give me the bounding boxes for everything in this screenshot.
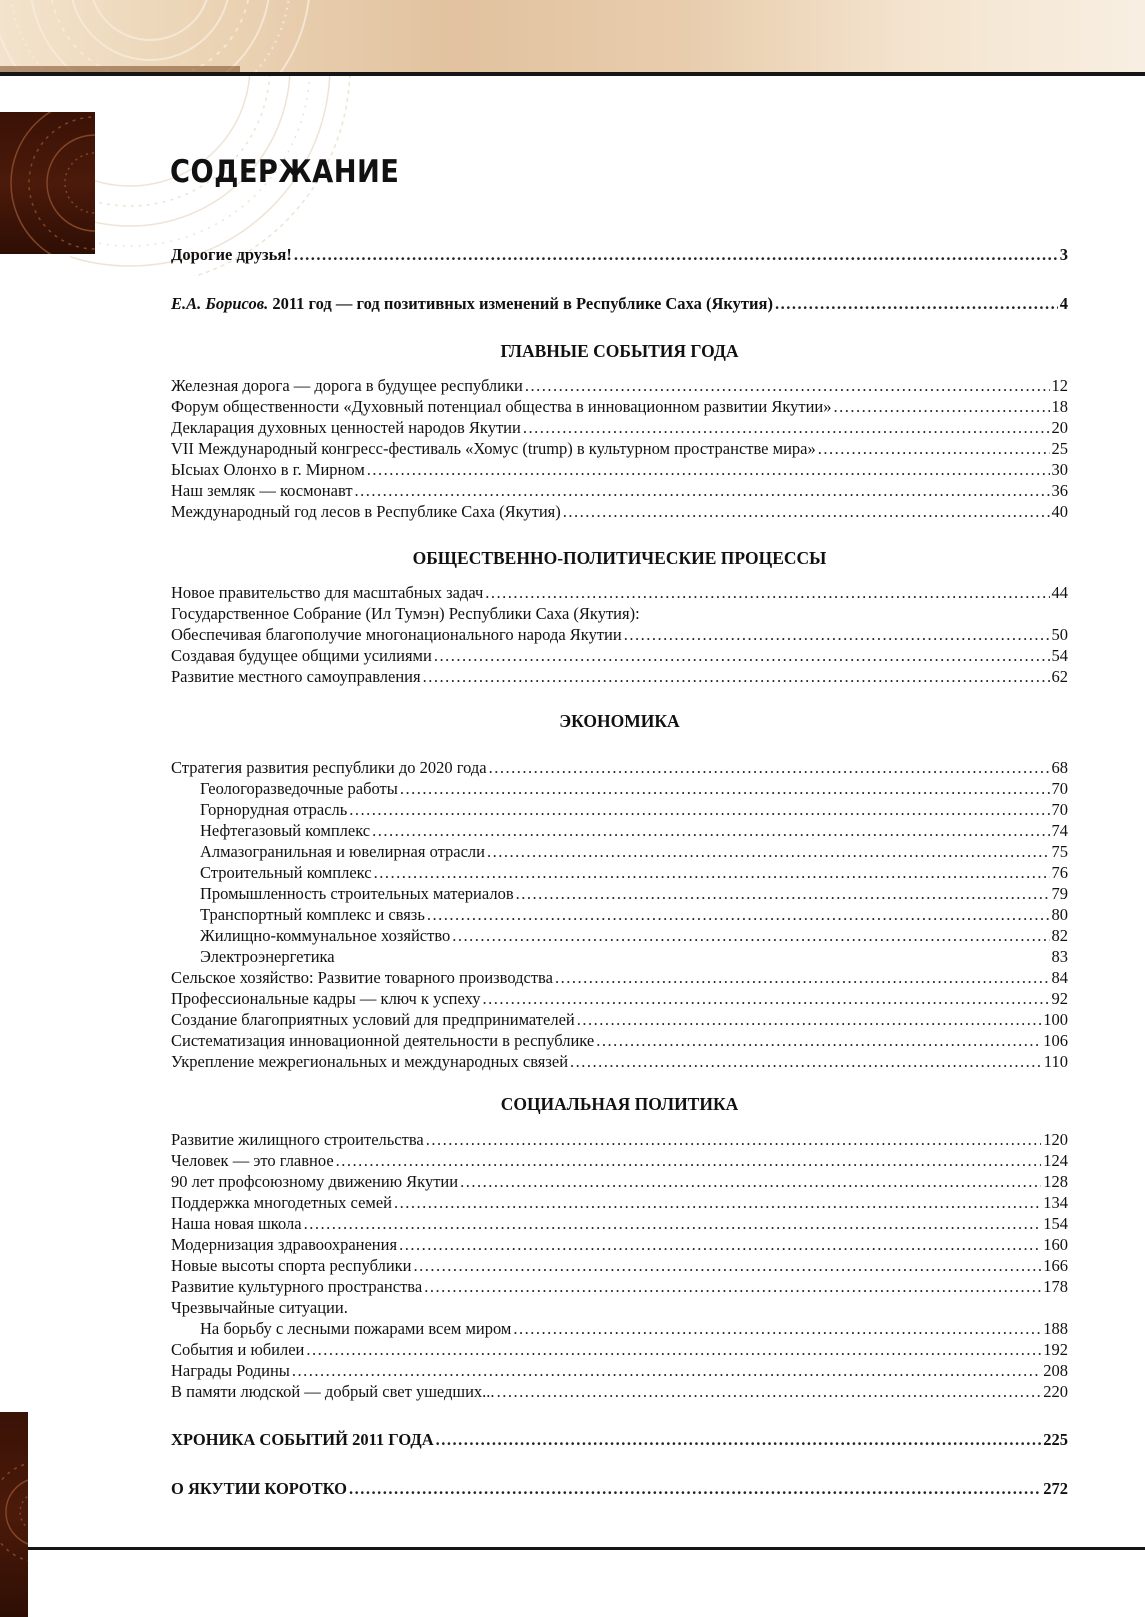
toc-entry[interactable] — [171, 883, 1068, 904]
dot-leader — [563, 501, 1050, 522]
toc-entry-page: 75 — [1051, 842, 1068, 861]
toc-entry[interactable] — [171, 778, 1068, 799]
toc-entry[interactable] — [171, 603, 1068, 624]
dot-leader — [513, 1318, 1041, 1339]
toc-entry[interactable] — [171, 1171, 1068, 1192]
dot-leader — [485, 582, 1049, 603]
toc-entry-title: Новое правительство для масштабных задач — [171, 583, 484, 602]
toc-entry[interactable] — [171, 1030, 1068, 1051]
dot-leader — [452, 925, 1049, 946]
toc-entry-page: 68 — [1051, 758, 1068, 777]
toc-entry-title: Строительный комплекс — [200, 863, 372, 882]
toc-entry-title: Электроэнергетика — [200, 947, 335, 966]
toc-entry[interactable] — [171, 375, 1068, 396]
section-heading: СОЦИАЛЬНАЯ ПОЛИТИКА — [500, 1094, 739, 1114]
toc-entry[interactable] — [171, 904, 1068, 925]
toc-entry-title: Дорогие друзья! — [171, 245, 292, 264]
toc-entry-page: 225 — [1043, 1430, 1068, 1449]
page-title: СОДЕРЖАНИЕ — [170, 154, 400, 190]
ornament-pattern-icon — [0, 0, 1145, 76]
toc-entry[interactable] — [171, 645, 1068, 666]
toc-entry[interactable] — [171, 244, 1068, 265]
toc-entry[interactable] — [171, 1129, 1068, 1150]
dot-leader — [570, 1051, 1042, 1072]
dot-leader — [292, 1360, 1041, 1381]
toc-entry-page: 3 — [1059, 245, 1068, 264]
dot-leader — [394, 1192, 1041, 1213]
toc-entry-title: Наша новая школа — [171, 1214, 302, 1233]
toc-entry-page: 110 — [1043, 1052, 1068, 1071]
dot-leader — [482, 988, 1049, 1009]
toc-entry-page: 54 — [1051, 646, 1068, 665]
toc-entry-page: 84 — [1051, 968, 1068, 987]
dot-leader — [294, 244, 1058, 265]
toc-entry-page: 80 — [1051, 905, 1068, 924]
toc-entry[interactable] — [171, 1150, 1068, 1171]
dot-leader — [372, 820, 1049, 841]
toc-entry-page: 124 — [1043, 1151, 1068, 1170]
toc-entry-page: 4 — [1059, 294, 1068, 313]
toc-entry-title: Декларация духовных ценностей народов Якутии — [171, 418, 521, 437]
toc-entry-page: 272 — [1043, 1479, 1068, 1498]
dot-leader — [434, 645, 1050, 666]
toc-entry-title: Развитие жилищного строительства — [171, 1130, 424, 1149]
toc-entry-title: Транспортный комплекс и связь — [200, 905, 425, 924]
toc-entry[interactable] — [171, 841, 1068, 862]
toc-entry-title: Развитие культурного пространства — [171, 1277, 423, 1296]
dot-leader — [400, 778, 1050, 799]
toc-entry[interactable] — [171, 1318, 1068, 1339]
toc-entry[interactable] — [171, 1009, 1068, 1030]
toc-entry-title: Человек — это главное — [171, 1151, 334, 1170]
dot-leader — [436, 1429, 1042, 1450]
toc-entry-page: 178 — [1043, 1277, 1068, 1296]
side-ornament-block-top — [0, 112, 95, 254]
toc-entry-title: На борьбу с лесными пожарами всем миром — [200, 1319, 512, 1338]
toc-entry-title: Горнорудная отрасль — [200, 800, 348, 819]
toc-entry-page: 82 — [1051, 926, 1068, 945]
toc-entry[interactable] — [171, 1213, 1068, 1234]
dot-leader — [460, 1171, 1041, 1192]
toc-entry[interactable] — [171, 1297, 1068, 1318]
toc-entry[interactable] — [171, 396, 1068, 417]
toc-entry-title: ХРОНИКА СОБЫТИЙ 2011 ГОДА — [171, 1430, 434, 1449]
toc-entry[interactable] — [171, 1478, 1068, 1499]
side-ornament-block-bottom — [0, 1412, 28, 1617]
toc-entry[interactable] — [171, 820, 1068, 841]
toc-entry-page: 192 — [1043, 1340, 1068, 1359]
dot-leader — [497, 1381, 1042, 1402]
toc-entry-page: 208 — [1043, 1361, 1068, 1380]
dot-leader — [555, 967, 1050, 988]
dot-leader — [426, 1129, 1042, 1150]
toc-entry-title: 2011 год — год позитивных изменений в Республике Саха (Якутия) — [272, 294, 773, 313]
toc-entry-page: 20 — [1051, 418, 1068, 437]
toc-entry[interactable] — [171, 799, 1068, 820]
toc-entry-page: 120 — [1043, 1130, 1068, 1149]
toc-entry[interactable] — [171, 1429, 1068, 1450]
toc-entry-title: Награды Родины — [171, 1361, 290, 1380]
toc-entry[interactable] — [171, 1381, 1068, 1402]
toc-entry-page: 25 — [1051, 439, 1068, 458]
toc-entry[interactable] — [171, 293, 1068, 314]
toc-entry-title: Профессиональные кадры — ключ к успеху — [171, 989, 481, 1008]
toc-entry-title: Геологоразведочные работы — [200, 779, 398, 798]
toc-entry-page: 62 — [1051, 667, 1068, 686]
toc-entry[interactable] — [171, 459, 1068, 480]
dot-leader — [818, 438, 1050, 459]
toc-entry[interactable] — [171, 1051, 1068, 1072]
toc-entry-page: 220 — [1043, 1382, 1068, 1401]
toc-entry-title: Создавая будущее общими усилиями — [171, 646, 432, 665]
toc-entry-title: Алмазогранильная и ювелирная отрасли — [200, 842, 485, 861]
toc-entry[interactable] — [171, 666, 1068, 687]
section-heading: ОБЩЕСТВЕННО-ПОЛИТИЧЕСКИЕ ПРОЦЕССЫ — [412, 548, 827, 568]
toc-entry-title: Сельское хозяйство: Развитие товарного производства — [171, 968, 553, 987]
toc-entry[interactable] — [171, 501, 1068, 522]
toc-entry-title: Государственное Собрание (Ил Тумэн) Республики Саха (Якутия): — [171, 604, 640, 623]
toc-entry-title: Стратегия развития республики до 2020 года — [171, 758, 487, 777]
dot-leader — [367, 459, 1050, 480]
dot-leader — [304, 1213, 1042, 1234]
toc-entry-title: Промышленность строительных материалов — [200, 884, 514, 903]
toc-entry-page: 166 — [1043, 1256, 1068, 1275]
dot-leader — [424, 1276, 1041, 1297]
toc-entry[interactable] — [171, 1255, 1068, 1276]
toc-entry-title: Ысыах Олонхо в г. Мирном — [171, 460, 365, 479]
toc-entry[interactable] — [171, 582, 1068, 603]
toc-entry-page: 154 — [1043, 1214, 1068, 1233]
toc-entry[interactable] — [171, 1339, 1068, 1360]
toc-entry[interactable] — [171, 925, 1068, 946]
toc-entry-page: 188 — [1043, 1319, 1068, 1338]
toc-entry[interactable] — [171, 946, 1068, 967]
toc-entry-title: Новые высоты спорта республики — [171, 1256, 412, 1275]
toc-entry-page: 134 — [1043, 1193, 1068, 1212]
toc-entry-page: 50 — [1051, 625, 1068, 644]
dot-leader — [306, 1339, 1041, 1360]
dot-leader — [523, 417, 1050, 438]
toc-entry[interactable] — [171, 438, 1068, 459]
toc-entry-page: 106 — [1043, 1031, 1068, 1050]
toc-entry[interactable] — [171, 1276, 1068, 1297]
dot-leader — [489, 757, 1050, 778]
toc-entry-page: 44 — [1051, 583, 1068, 602]
toc-entry-page: 92 — [1051, 989, 1068, 1008]
toc-entry-page: 79 — [1051, 884, 1068, 903]
footer-rule — [28, 1547, 1145, 1550]
toc-entry[interactable] — [171, 988, 1068, 1009]
toc-entry-title: Нефтегазовый комплекс — [200, 821, 371, 840]
toc-entry-title: Модернизация здравоохранения — [171, 1235, 398, 1254]
dot-leader — [516, 883, 1050, 904]
toc-entry[interactable] — [171, 1360, 1068, 1381]
dot-leader — [525, 375, 1050, 396]
toc-entry[interactable] — [171, 1192, 1068, 1213]
toc-entry-title: События и юбилеи — [171, 1340, 305, 1359]
section-heading: ГЛАВНЫЕ СОБЫТИЯ ГОДА — [500, 341, 739, 361]
toc-entry[interactable] — [171, 862, 1068, 883]
dot-leader — [624, 624, 1050, 645]
toc-entry-title: Развитие местного самоуправления — [171, 667, 421, 686]
toc-entry-page: 36 — [1051, 481, 1068, 500]
toc-entry-page: 83 — [1051, 947, 1068, 966]
dot-leader — [336, 1150, 1042, 1171]
toc-entry-page: 12 — [1051, 376, 1068, 395]
toc-entry-page: 70 — [1051, 800, 1068, 819]
dot-leader — [577, 1009, 1042, 1030]
toc-entry-title: Чрезвычайные ситуации. — [171, 1298, 348, 1317]
toc-entry-title: Форум общественности «Духовный потенциал общества в инновационном развитии Якутии» — [171, 397, 832, 416]
dot-leader — [487, 841, 1050, 862]
toc-entry-title: Жилищно-коммунальное хозяйство — [200, 926, 451, 945]
toc-entry-page: 74 — [1051, 821, 1068, 840]
section-heading: ЭКОНОМИКА — [559, 711, 680, 731]
toc-entry-title: Железная дорога — дорога в будущее республики — [171, 376, 523, 395]
toc-entry-title: Создание благоприятных условий для предпринимателей — [171, 1010, 575, 1029]
toc-entry-title: Обеспечивая благополучие многонационального народа Якутии — [171, 625, 622, 644]
toc-entry-title: Поддержка многодетных семей — [171, 1193, 392, 1212]
dot-leader — [834, 396, 1050, 417]
toc-entry-page: 100 — [1043, 1010, 1068, 1029]
ornament-pattern-icon — [0, 1412, 28, 1617]
toc-entry-title: В памяти людской — добрый свет ушедших... — [171, 1382, 495, 1401]
toc-entry-page: 18 — [1051, 397, 1068, 416]
toc-entry[interactable] — [171, 417, 1068, 438]
author-name: Е.А. Борисов. — [171, 294, 269, 313]
toc-entry-title: VII Международный конгресс-фестиваль «Хомус (trump) в культурном пространстве мира» — [171, 439, 816, 458]
toc-entry-title: Укрепление межрегиональных и международных связей — [171, 1052, 569, 1071]
dot-leader — [427, 904, 1050, 925]
toc-entry-page: 160 — [1043, 1235, 1068, 1254]
dot-leader — [775, 293, 1058, 314]
ornament-pattern-icon — [0, 112, 95, 254]
toc-entry-title: Международный год лесов в Республике Саха (Якутия) — [171, 502, 561, 521]
toc-entry-title: Наш земляк — космонавт — [171, 481, 353, 500]
dot-leader — [349, 1478, 1041, 1499]
toc-entry-page: 40 — [1051, 502, 1068, 521]
toc-entry-page: 30 — [1051, 460, 1068, 479]
toc-entry[interactable] — [171, 757, 1068, 778]
toc-entry[interactable] — [171, 480, 1068, 501]
toc-entry-title: 90 лет профсоюзному движению Якутии — [171, 1172, 459, 1191]
header-banner — [0, 0, 1145, 76]
toc-entry[interactable] — [171, 624, 1068, 645]
toc-entry[interactable] — [171, 1234, 1068, 1255]
dot-leader — [355, 480, 1050, 501]
toc-entry[interactable] — [171, 967, 1068, 988]
dot-leader — [399, 1234, 1041, 1255]
toc-entry-title: Систематизация инновационной деятельности в республике — [171, 1031, 595, 1050]
toc-entry-page: 128 — [1043, 1172, 1068, 1191]
toc-entry-page: 70 — [1051, 779, 1068, 798]
dot-leader — [423, 666, 1050, 687]
dot-leader — [596, 1030, 1041, 1051]
dot-leader — [374, 862, 1050, 883]
toc-entry-title: О ЯКУТИИ КОРОТКО — [171, 1479, 348, 1498]
dot-leader — [349, 799, 1049, 820]
toc-entry-page: 76 — [1051, 863, 1068, 882]
dot-leader — [414, 1255, 1042, 1276]
